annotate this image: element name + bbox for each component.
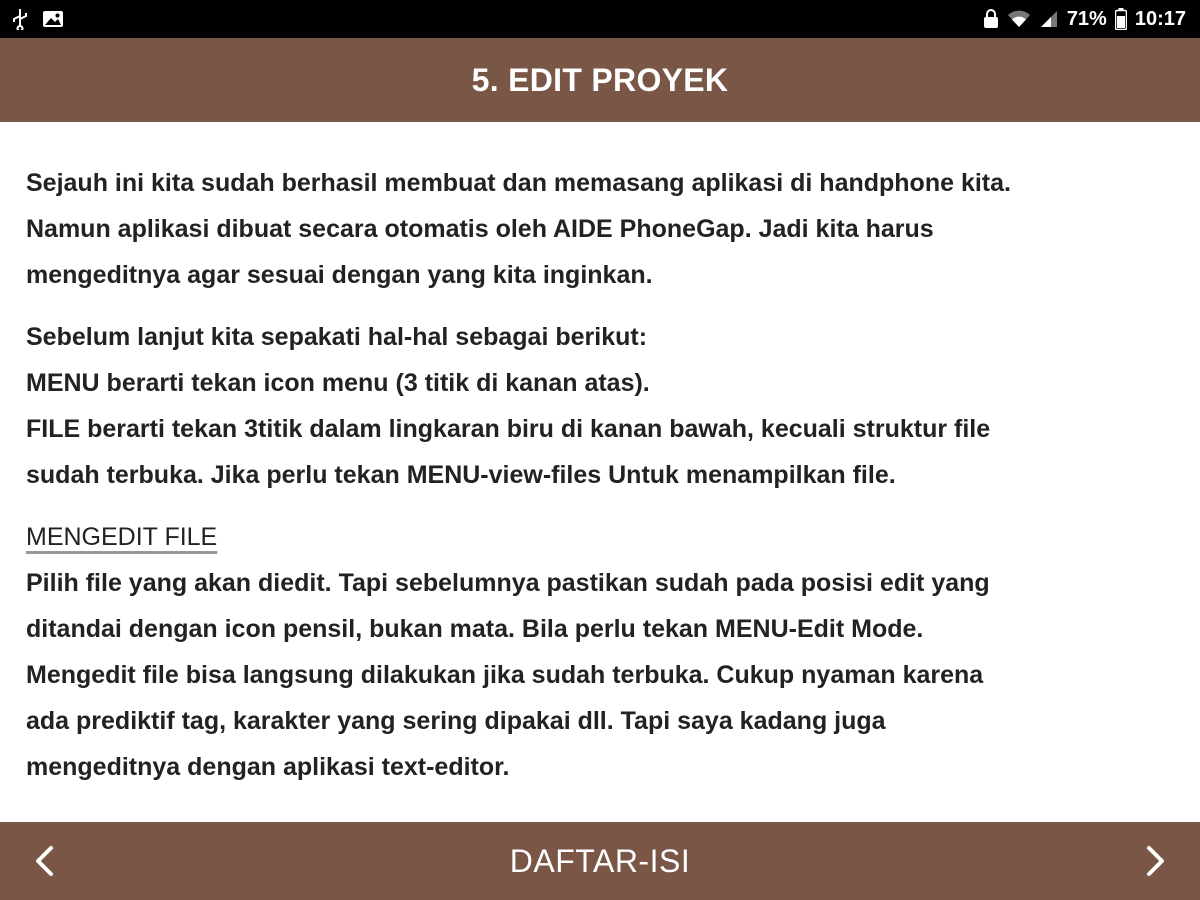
battery-icon	[1115, 8, 1127, 30]
text-line: Namun aplikasi dibuat secara otomatis oleh AIDE PhoneGap. Jadi kita harus	[26, 215, 934, 243]
prev-page-button[interactable]	[24, 841, 64, 881]
text-line: mengeditnya dengan aplikasi text-editor.	[26, 753, 510, 781]
status-right	[983, 8, 1186, 31]
paragraph-edit-file	[26, 514, 1176, 790]
section-heading: MENGEDIT FILE	[26, 523, 218, 551]
paragraph-conventions	[26, 314, 1176, 498]
status-bar	[0, 0, 1200, 38]
article-content	[26, 160, 1176, 806]
text-line: sudah terbuka. Jika perlu tekan MENU-view-files Untuk menampilkan file.	[26, 461, 896, 489]
next-page-button[interactable]	[1136, 841, 1176, 881]
status-left	[10, 8, 64, 30]
lock-icon	[983, 9, 999, 29]
bottom-nav-bar	[0, 822, 1200, 900]
title-bar	[0, 38, 1200, 122]
text-line: Pilih file yang akan diedit. Tapi sebelumnya pastikan sudah pada posisi edit yang	[26, 569, 990, 597]
chevron-right-icon	[1145, 845, 1167, 877]
text-line: FILE berarti tekan 3titik dalam lingkaran biru di kanan bawah, kecuali struktur file	[26, 415, 991, 443]
text-line: Mengedit file bisa langsung dilakukan jika sudah terbuka. Cukup nyaman karena	[26, 661, 984, 689]
text-line: Sejauh ini kita sudah berhasil membuat dan memasang aplikasi di handphone kita.	[26, 169, 1011, 197]
wifi-icon	[1007, 9, 1031, 29]
text-line: ada prediktif tag, karakter yang sering dipakai dll. Tapi saya kadang juga	[26, 707, 886, 735]
clock: 10:17	[1134, 7, 1186, 30]
text-line: Sebelum lanjut kita sepakati hal-hal sebagai berikut:	[26, 323, 648, 351]
text-line: ditandai dengan icon pensil, bukan mata. Bila perlu tekan MENU-Edit Mode.	[26, 615, 924, 643]
table-of-contents-link[interactable]: DAFTAR-ISI	[509, 842, 691, 879]
signal-icon	[1039, 9, 1059, 29]
text-line: mengeditnya agar sesuai dengan yang kita inginkan.	[26, 261, 653, 289]
image-icon	[42, 9, 64, 29]
usb-icon	[10, 8, 30, 30]
battery-percent: 71%	[1066, 7, 1107, 30]
text-line: MENU berarti tekan icon menu (3 titik di kanan atas).	[26, 369, 650, 397]
page-title: 5. EDIT PROYEK	[471, 61, 729, 98]
chevron-left-icon	[33, 845, 55, 877]
paragraph-intro	[26, 160, 1176, 298]
